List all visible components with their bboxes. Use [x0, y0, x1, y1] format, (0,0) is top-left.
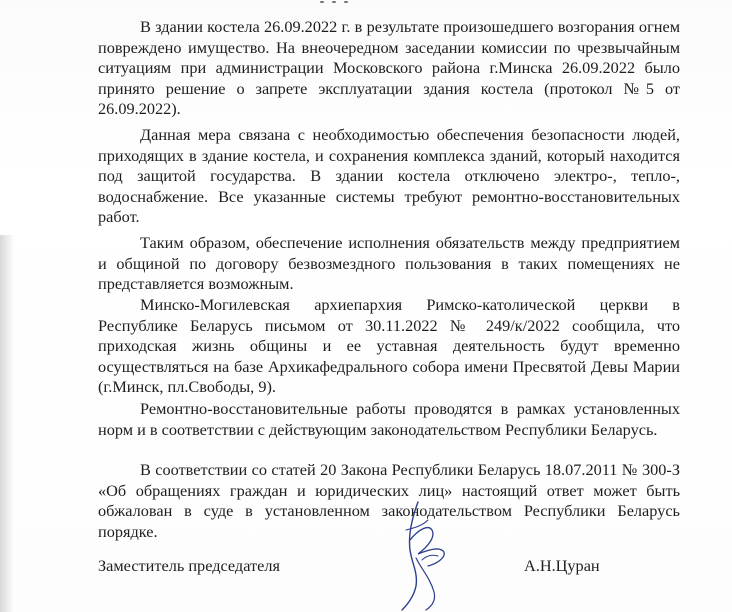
paragraph-fire-incident: В здании костела 26.09.2022 г. в результате произошедшего возгорания огнем повреждено имущество. На внеочередном заседании комиссии по чрезвычайным ситуациям при администрации Московского района г.Минска 26.09.2022 было принято решение о запрете эксплуатации здания костела (протокол №5 от 26.09.2022).: [98, 17, 680, 119]
paragraph-appeal-rights: В соответствии со статей 20 Закона Республики Беларусь 18.07.2011 № 300-З «Об обращениях граждан и юридических лиц» настоящий ответ может быть обжалован в суде в установленном законодательством Республики Беларусь порядке.: [98, 460, 680, 541]
signatory-name: А.Н.Цуран: [524, 556, 600, 575]
paragraph-archdiocese-letter: Минско-Могилевская архиепархия Римско-католической церкви в Республике Беларусь письмом от 30.11.2022 № 249/к/2022 сообщила, что приходская жизнь общины и ее уставная деятельность будут временно осуществляться на базе Архикафедрального собора имени Пресвятой Девы Марии (г.Минск, пл.Свободы, 9).: [98, 295, 680, 397]
paragraph-safety-measures: Данная мера связана с необходимостью обеспечения безопасности людей, приходящих в здание костела, и сохранения комплекса зданий, который находится под защитой государства. В здании костела отключено электро-, тепло-, водоснабжение. Все указанные системы требуют ремонтно-восстановительных работ.: [98, 125, 680, 227]
top-edge-marks: [310, 0, 370, 6]
signatory-title: Заместитель председателя: [98, 556, 280, 575]
page-fold-shadow: [0, 235, 14, 612]
handwritten-signature: [388, 500, 458, 612]
paragraph-obligations: Таким образом, обеспечение исполнения обязательств между предприятием и общиной по договору безвозмездного пользования в таких помещениях не представляется возможным.: [98, 233, 680, 294]
paragraph-repair-works: Ремонтно-восстановительные работы проводятся в рамках установленных норм и в соответствии с действующим законодательством Республики Беларусь.: [98, 399, 680, 439]
